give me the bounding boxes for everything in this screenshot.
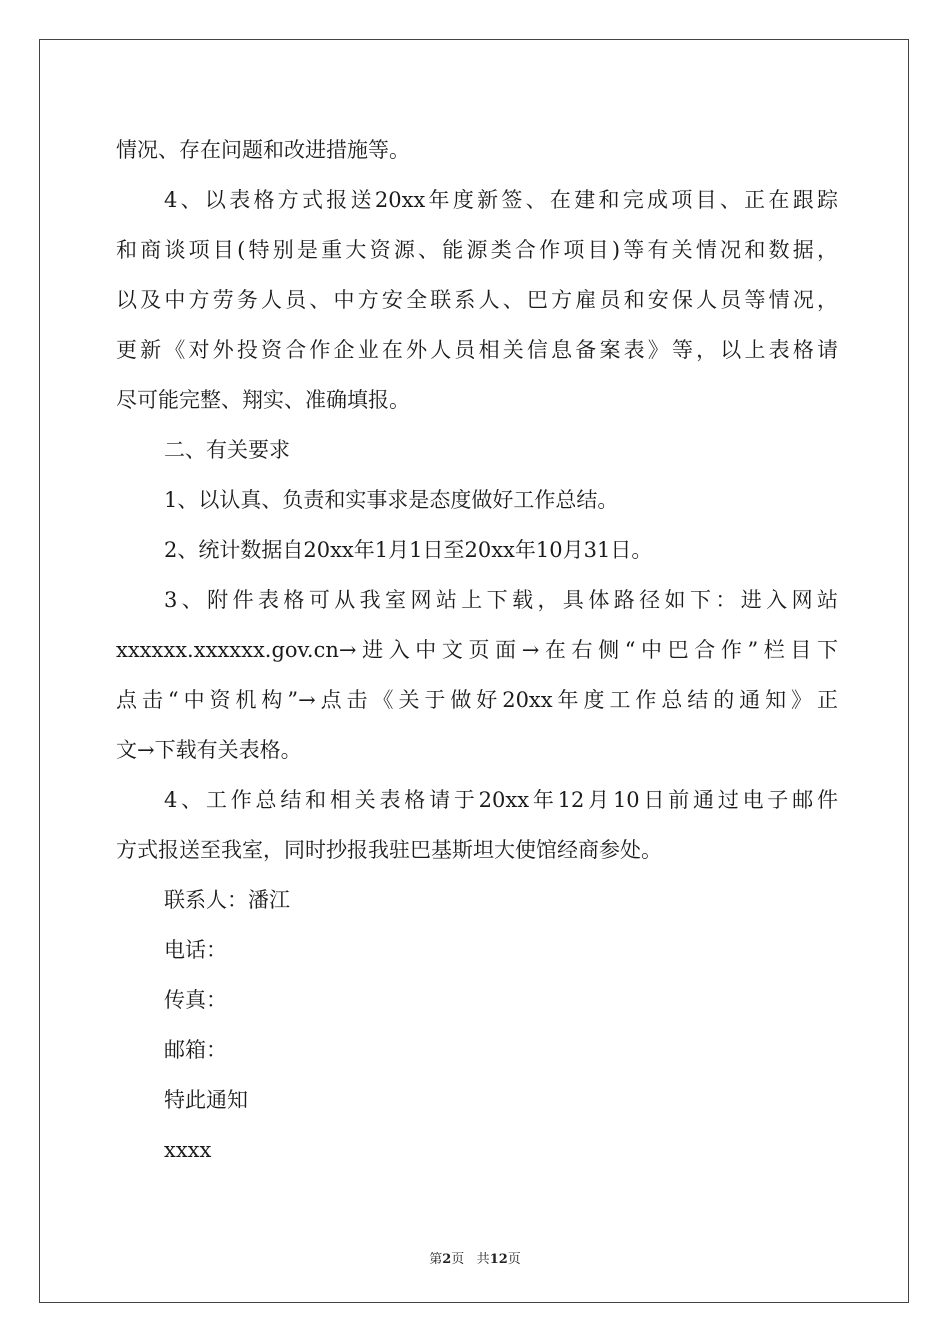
contact-person: 联系人：潘江 — [164, 888, 290, 912]
closing-notice: 特此通知 — [164, 1088, 248, 1112]
page-suffix: 页 — [451, 1252, 465, 1267]
total-prefix: 共 — [476, 1252, 490, 1267]
paragraph-line: 以及中方劳务人员、中方安全联系人、巴方雇员和安保人员等情况， — [116, 288, 838, 312]
signature: xxxx — [164, 1138, 212, 1162]
paragraph-line: 更新《对外投资合作企业在外人员相关信息备案表》等，以上表格请 — [116, 338, 838, 362]
paragraph-line: 3、附件表格可从我室网站上下载，具体路径如下：进入网站 — [164, 588, 838, 612]
page-total: 12 — [489, 1252, 508, 1267]
paragraph-line: 4、工作总结和相关表格请于20xx年12月10日前通过电子邮件 — [164, 788, 838, 812]
paragraph-line: 1、以认真、负责和实事求是态度做好工作总结。 — [164, 488, 619, 512]
page-footer — [0, 1248, 950, 1267]
paragraph-line: 方式报送至我室，同时抄报我驻巴基斯坦大使馆经商参处。 — [116, 838, 662, 862]
contact-phone: 电话： — [164, 938, 227, 962]
page-current: 2 — [442, 1252, 452, 1267]
paragraph-line: 4、以表格方式报送20xx年度新签、在建和完成项目、正在跟踪 — [164, 188, 838, 212]
paragraph-line: 文→下载有关表格。 — [116, 738, 302, 762]
section-heading: 二、有关要求 — [164, 438, 290, 462]
document-body — [116, 125, 838, 1175]
paragraph-line: xxxxxx.xxxxxx.gov.cn→进入中文页面→在右侧“中巴合作”栏目下 — [116, 638, 838, 662]
paragraph-line: 点击“中资机构”→点击《关于做好20xx年度工作总结的通知》正 — [116, 688, 838, 712]
paragraph-line: 情况、存在问题和改进措施等。 — [116, 138, 410, 162]
page-prefix: 第 — [429, 1252, 443, 1267]
contact-email: 邮箱： — [164, 1038, 227, 1062]
paragraph-line: 和商谈项目(特别是重大资源、能源类合作项目)等有关情况和数据， — [116, 238, 838, 262]
paragraph-line: 2、统计数据自20xx年1月1日至20xx年10月31日。 — [164, 538, 653, 562]
total-suffix: 页 — [507, 1252, 521, 1267]
contact-fax: 传真： — [164, 988, 227, 1012]
paragraph-line: 尽可能完整、翔实、准确填报。 — [116, 388, 410, 412]
